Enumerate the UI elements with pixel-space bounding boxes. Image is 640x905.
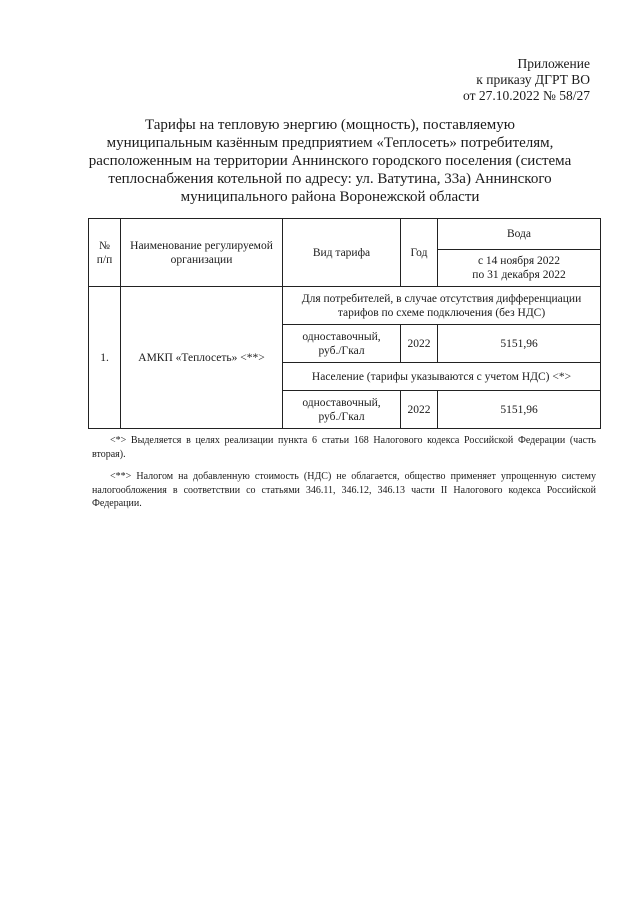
row-number: 1. (89, 287, 121, 429)
header-water: Вода (438, 219, 601, 250)
table-row-group-1 (89, 287, 601, 325)
group-header-population: Население (тарифы указываются с учетом НДС) <*> (283, 363, 601, 391)
tariff-table (88, 218, 601, 429)
group-header-no-vat: Для потребителей, в случае отсутствия дифференциации тарифов по схеме подключения (без НДС) (283, 287, 601, 325)
title-line-1: Тарифы на тепловую энергию (мощность), поставляемую (144, 117, 516, 133)
appendix-line-1: Приложение (517, 56, 590, 71)
header-number (89, 219, 121, 287)
title-line-5: муниципального района Воронежской области (180, 189, 480, 205)
tariff-type-2-line-2: руб./Гкал (318, 410, 365, 423)
header-number-line-2: п/п (96, 253, 113, 266)
title-line-3: расположенным на территории Аннинского городского поселения (система (88, 153, 572, 169)
title-line-4: теплоснабжения котельной по адресу: ул. Ватутина, 33а) Аннинского (108, 171, 552, 187)
appendix-line-2: к приказу ДГРТ ВО (476, 72, 590, 87)
tariff-value-1: 5151,96 (438, 325, 601, 363)
title-line-2: муниципальным казённым предприятием «Теплосеть» потребителям, (106, 135, 554, 151)
appendix-line-3: от 27.10.2022 № 58/27 (463, 88, 590, 103)
header-year: Год (401, 219, 438, 287)
tariff-year-2: 2022 (401, 391, 438, 429)
table-header-row-1 (89, 219, 601, 250)
header-organization: Наименование регулируемой организации (121, 219, 283, 287)
footnote-no-vat: <**> Налогом на добавленную стоимость (НДС) не облагается, общество применяет упрощенную систему налогообложения в соответствии со статьями 346.11, 346.12, 346.13 части II Налогового кодекса Российской Федерации. (92, 471, 596, 509)
appendix-block (463, 56, 590, 104)
tariff-value-2: 5151,96 (438, 391, 601, 429)
tariff-year-1: 2022 (401, 325, 438, 363)
footnotes (92, 434, 596, 520)
tariff-type-2-line-1: одноставочный, (302, 396, 381, 409)
header-number-line-1: № (99, 239, 110, 252)
header-period-line-1: с 14 ноября 2022 (477, 255, 561, 267)
tariff-type-1 (283, 325, 401, 363)
tariff-type-2 (283, 391, 401, 429)
footnote-vat: <*> Выделяется в целях реализации пункта 6 статьи 168 Налогового кодекса Российской Федерации (часть вторая). (92, 435, 596, 460)
row-organization: АМКП «Теплосеть» <**> (121, 287, 283, 429)
header-period (438, 250, 601, 287)
tariff-type-1-line-1: одноставочный, (302, 330, 381, 343)
header-tariff-type: Вид тарифа (283, 219, 401, 287)
header-period-line-2: по 31 декабря 2022 (472, 269, 566, 281)
document-title (80, 116, 580, 206)
tariff-type-1-line-2: руб./Гкал (318, 344, 365, 357)
